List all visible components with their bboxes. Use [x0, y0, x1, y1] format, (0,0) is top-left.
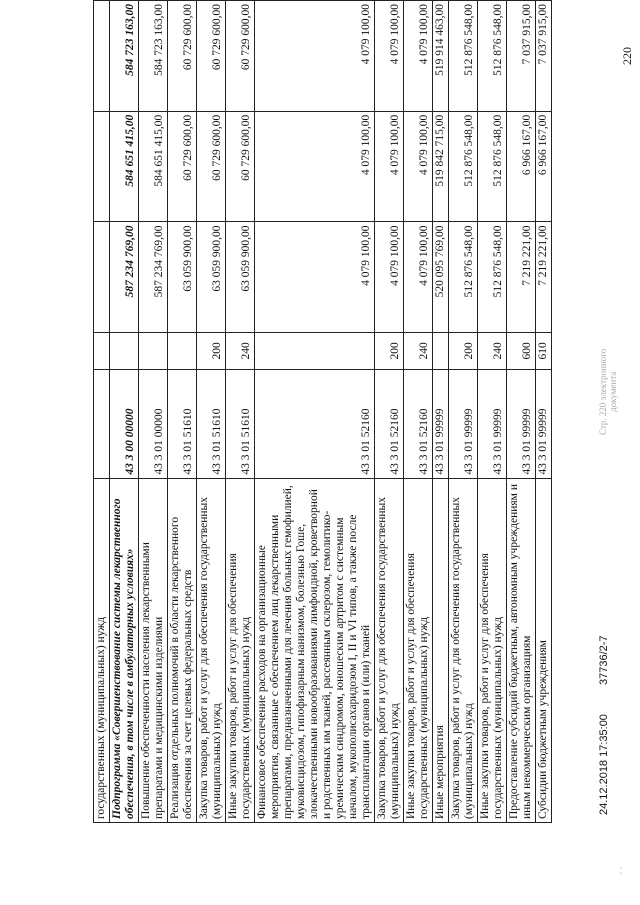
page-number: 220	[620, 47, 634, 65]
row-target-article-code: 43 3 01 51610	[197, 369, 226, 478]
row-amount-year-2: 60 729 600,00	[168, 111, 197, 222]
row-amount-year-3: 512 876 548,00	[478, 1, 507, 112]
row-amount-year-2: 4 079 100,00	[255, 111, 375, 222]
row-amount-year-2: 512 876 548,00	[449, 111, 478, 222]
row-amount-year-2: 6 966 167,00	[536, 111, 552, 222]
row-amount-year-2	[94, 111, 110, 222]
table-row	[139, 1, 168, 823]
row-amount-year-3: 4 079 100,00	[375, 1, 404, 112]
row-amount-year-1: 4 079 100,00	[375, 222, 404, 333]
row-amount-year-2: 584 651 415,00	[110, 111, 139, 222]
electronic-document-stamp	[598, 349, 618, 435]
row-expense-type-code	[255, 333, 375, 369]
row-amount-year-2: 6 966 167,00	[507, 111, 536, 222]
row-expense-type-code: 240	[404, 333, 433, 369]
table-row	[168, 1, 197, 823]
row-amount-year-1: 587 234 769,00	[139, 222, 168, 333]
row-target-article-code: 43 3 01 99999	[433, 369, 449, 478]
row-amount-year-3: 60 729 600,00	[168, 1, 197, 112]
table-row	[536, 1, 552, 823]
row-target-article-code: 43 3 01 99999	[507, 369, 536, 478]
table-row	[507, 1, 536, 823]
row-expense-type-code	[94, 333, 110, 369]
row-description: Иные закупки товаров, работ и услуг для обеспечения государственных (муниципальных) нужд	[226, 478, 255, 822]
row-amount-year-1: 4 079 100,00	[255, 222, 375, 333]
row-description: Закупка товаров, работ и услуг для обеспечения государственных (муниципальных) нужд	[375, 478, 404, 822]
row-target-article-code: 43 3 01 52160	[375, 369, 404, 478]
row-amount-year-1: 512 876 548,00	[449, 222, 478, 333]
row-amount-year-1: 63 059 900,00	[168, 222, 197, 333]
row-target-article-code: 43 3 01 52160	[255, 369, 375, 478]
row-amount-year-3: 4 079 100,00	[255, 1, 375, 112]
row-amount-year-1: 512 876 548,00	[478, 222, 507, 333]
table-row	[404, 1, 433, 823]
footer-doc-code: 37736/2-7	[598, 635, 610, 685]
row-description: Иные мероприятия	[433, 478, 449, 822]
row-description: Иные закупки товаров, работ и услуг для обеспечения государственных (муниципальных) нужд	[478, 478, 507, 822]
row-expense-type-code	[139, 333, 168, 369]
row-target-article-code: 43 3 01 00000	[139, 369, 168, 478]
row-description: Реализация отдельных полномочий в области лекарственного обеспечения за счет целевых федеральных средств	[168, 478, 197, 822]
row-expense-type-code: 240	[226, 333, 255, 369]
row-target-article-code: 43 3 01 52160	[404, 369, 433, 478]
row-amount-year-1: 7 219 221,00	[507, 222, 536, 333]
row-amount-year-1: 7 219 221,00	[536, 222, 552, 333]
row-target-article-code: 43 3 01 99999	[478, 369, 507, 478]
row-expense-type-code: 240	[478, 333, 507, 369]
table-row	[94, 1, 110, 823]
table-row	[226, 1, 255, 823]
row-description: Субсидии бюджетным учреждениям	[536, 478, 552, 822]
row-amount-year-2: 4 079 100,00	[404, 111, 433, 222]
budget-table	[93, 0, 552, 823]
row-amount-year-3: 60 729 600,00	[197, 1, 226, 112]
row-expense-type-code: 610	[536, 333, 552, 369]
row-target-article-code	[94, 369, 110, 478]
table-row	[197, 1, 226, 823]
row-description: Иные закупки товаров, работ и услуг для обеспечения государственных (муниципальных) нужд	[404, 478, 433, 822]
row-amount-year-3: 60 729 600,00	[226, 1, 255, 112]
row-expense-type-code: 200	[375, 333, 404, 369]
table-row	[478, 1, 507, 823]
row-amount-year-2: 60 729 600,00	[197, 111, 226, 222]
stamp-line-2: документа	[608, 371, 618, 412]
row-amount-year-1: 63 059 900,00	[226, 222, 255, 333]
row-description: Финансовое обеспечение расходов на организационные мероприятия, связанные с обеспечением лиц лекарственными препаратами, предназначенными для лечения больных гемофилией, муковисцидозом, гипофизарным нанизмом, болезнью Гоше, злокачественными новообразованиями лимфоидной, кроветворной и родственных им тканей, рассеянным склерозом, гемолитико-уремическим синдромом, юношеским артритом с системным началом, мукополисахаридозом I, II и VI типов, а также после трансплантации органов и (или) тканей	[255, 478, 375, 822]
row-description: Повышение обеспеченности населения лекарственными препаратами и медицинскими изделиями	[139, 478, 168, 822]
table-row	[433, 1, 449, 823]
row-target-article-code: 43 3 01 51610	[168, 369, 197, 478]
row-expense-type-code: 600	[507, 333, 536, 369]
row-expense-type-code: 200	[197, 333, 226, 369]
row-amount-year-2: 60 729 600,00	[226, 111, 255, 222]
row-expense-type-code	[433, 333, 449, 369]
row-amount-year-1: 520 095 769,00	[433, 222, 449, 333]
row-amount-year-1: 4 079 100,00	[404, 222, 433, 333]
row-amount-year-2: 512 876 548,00	[478, 111, 507, 222]
row-target-article-code: 43 3 01 99999	[536, 369, 552, 478]
row-target-article-code: 43 3 01 99999	[449, 369, 478, 478]
row-target-article-code: 43 3 00 00000	[110, 369, 139, 478]
row-amount-year-3: 7 037 915,00	[536, 1, 552, 112]
row-amount-year-3	[94, 1, 110, 112]
row-amount-year-3: 584 723 163,00	[110, 1, 139, 112]
row-amount-year-3: 4 079 100,00	[404, 1, 433, 112]
row-amount-year-2: 519 842 715,00	[433, 111, 449, 222]
footer	[598, 609, 610, 815]
row-description: Подпрограмма «Совершенствование системы лекарственного обеспечения, в том числе в амбулаторных условиях»	[110, 478, 139, 822]
row-description: Закупка товаров, работ и услуг для обеспечения государственных (муниципальных) нужд	[449, 478, 478, 822]
row-description: Закупка товаров, работ и услуг для обеспечения государственных (муниципальных) нужд	[197, 478, 226, 822]
table-row	[255, 1, 375, 823]
budget-table-body	[94, 1, 552, 823]
row-amount-year-3: 519 914 463,00	[433, 1, 449, 112]
row-expense-type-code: 200	[449, 333, 478, 369]
row-description: Предоставление субсидий бюджетным, автономным учреждениям и иным некоммерческим организациям	[507, 478, 536, 822]
row-amount-year-1: 587 234 769,00	[110, 222, 139, 333]
stamp-line-1: Стр. 220 электронного	[598, 348, 608, 435]
row-expense-type-code	[168, 333, 197, 369]
footer-datetime: 24.12.2018 17:35:00	[598, 714, 610, 815]
row-amount-year-1	[94, 222, 110, 333]
row-expense-type-code	[110, 333, 139, 369]
row-amount-year-3: 512 876 548,00	[449, 1, 478, 112]
row-amount-year-3: 7 037 915,00	[507, 1, 536, 112]
row-target-article-code: 43 3 01 51610	[226, 369, 255, 478]
row-amount-year-2: 4 079 100,00	[375, 111, 404, 222]
table-row	[375, 1, 404, 823]
row-amount-year-3: 584 723 163,00	[139, 1, 168, 112]
row-amount-year-1: 63 059 900,00	[197, 222, 226, 333]
table-row	[449, 1, 478, 823]
row-description: государственных (муниципальных) нужд	[94, 478, 110, 822]
margin-mark: - -	[615, 866, 625, 875]
row-amount-year-2: 584 651 415,00	[139, 111, 168, 222]
table-row	[110, 1, 139, 823]
